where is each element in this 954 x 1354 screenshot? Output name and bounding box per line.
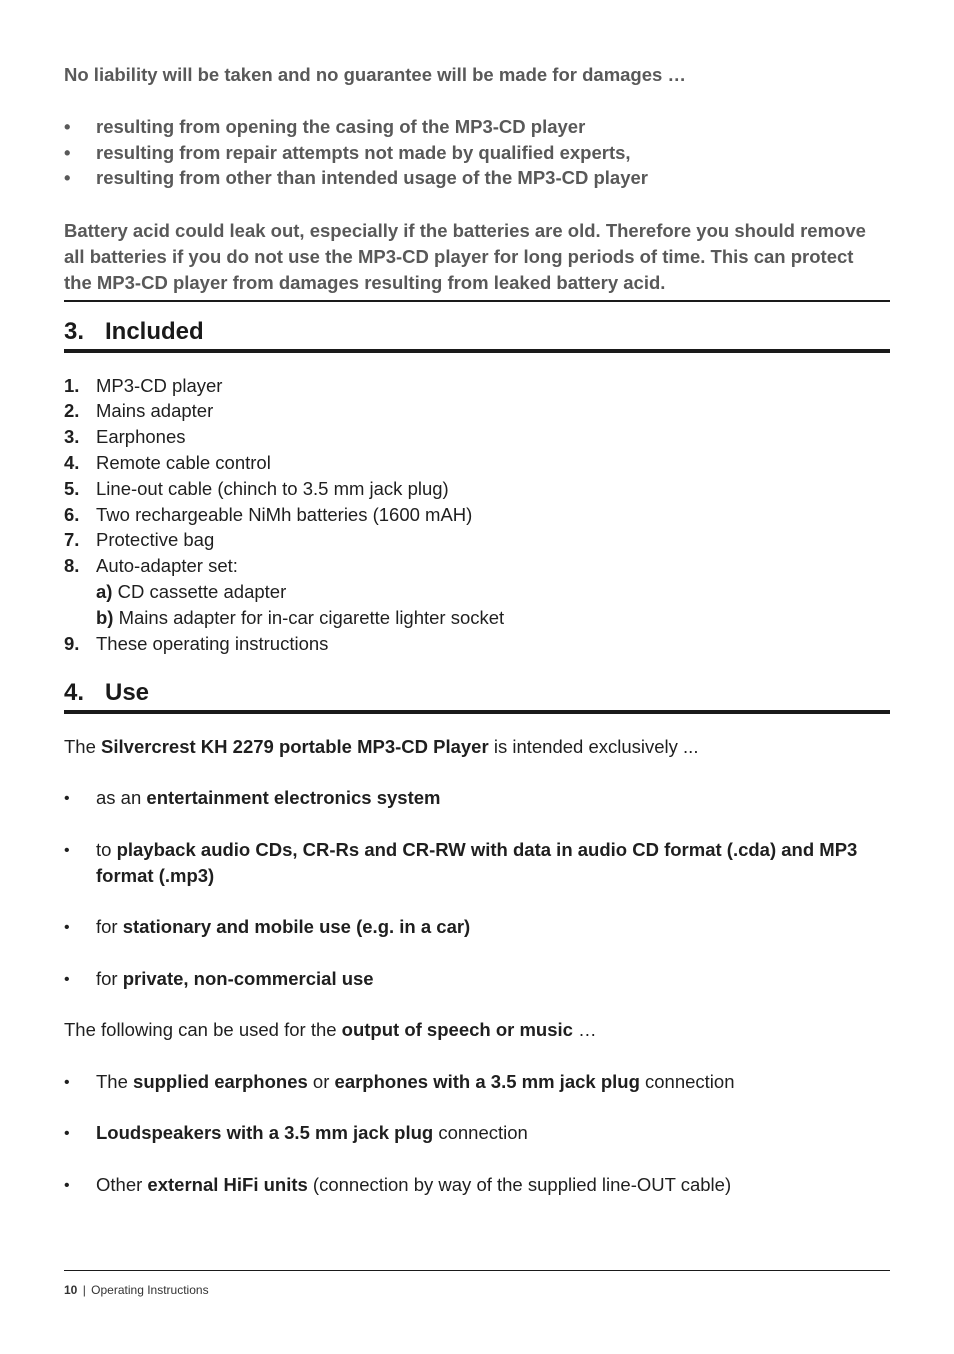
text-run: The xyxy=(64,736,102,757)
text-run: Other xyxy=(96,1174,148,1195)
bullet-marker: • xyxy=(64,142,71,163)
battery-warning-line: all batteries if you do not use the MP3-CD player for long periods of time. This can protect xyxy=(64,246,854,267)
bullet-marker: • xyxy=(64,919,70,936)
bullet-marker: • xyxy=(64,1125,70,1142)
heading-underline xyxy=(64,710,890,714)
section-title: Use xyxy=(105,679,150,706)
list-item-text xyxy=(96,837,857,889)
bullet-marker: • xyxy=(64,842,70,859)
item-number: 3. xyxy=(64,426,80,447)
item-text: Protective bag xyxy=(96,529,215,550)
text-run-bold: format (.mp3) xyxy=(96,865,215,886)
page-footer xyxy=(64,1283,209,1297)
text-run: is intended exclusively ... xyxy=(488,736,699,757)
item-text: Auto-adapter set: xyxy=(96,555,238,576)
liability-intro: No liability will be taken and no guarantee will be made for damages … xyxy=(64,64,686,85)
footer-divider xyxy=(64,1270,890,1271)
page-number: 10 xyxy=(64,1283,78,1297)
text-run: connection xyxy=(639,1071,735,1092)
text-run: as an xyxy=(96,787,147,808)
text-run: to xyxy=(96,839,117,860)
text-run: The following can be used for the xyxy=(64,1019,342,1040)
text-run-bold: entertainment electronics system xyxy=(146,787,441,808)
list-item-text xyxy=(96,1069,735,1095)
battery-warning-line: the MP3-CD player from damages resulting from leaked battery acid. xyxy=(64,272,666,293)
list-item-text xyxy=(96,1120,528,1146)
item-number: 9. xyxy=(64,633,80,654)
sub-item-label: b) xyxy=(96,607,114,628)
bullet-marker: • xyxy=(64,1177,70,1194)
item-text: MP3-CD player xyxy=(96,375,223,396)
item-number: 2. xyxy=(64,400,80,421)
text-run: for xyxy=(96,916,123,937)
use-intro xyxy=(64,736,698,758)
item-number: 6. xyxy=(64,504,80,525)
text-run-bold: earphones with a 3.5 mm jack plug xyxy=(334,1071,640,1092)
text-run-bold: output of speech or music xyxy=(341,1019,573,1040)
item-text: Earphones xyxy=(96,426,186,447)
list-item-text: resulting from other than intended usage of the MP3-CD player xyxy=(96,167,648,188)
bullet-marker: • xyxy=(64,167,71,188)
section-number: 3. xyxy=(64,318,85,345)
list-item-text xyxy=(96,914,470,940)
item-text: Remote cable control xyxy=(96,452,271,473)
text-run: … xyxy=(572,1019,597,1040)
text-run-bold: supplied earphones xyxy=(133,1071,308,1092)
item-number: 4. xyxy=(64,452,80,473)
text-run: connection xyxy=(433,1122,528,1143)
section-number: 4. xyxy=(64,679,85,706)
bullet-marker: • xyxy=(64,116,71,137)
divider xyxy=(64,300,890,302)
item-number: 1. xyxy=(64,375,80,396)
text-run: or xyxy=(307,1071,335,1092)
text-run-bold: Loudspeakers with a 3.5 mm jack plug xyxy=(96,1122,434,1143)
text-run: The xyxy=(96,1071,134,1092)
item-text: These operating instructions xyxy=(96,633,329,654)
list-item-text xyxy=(96,785,440,811)
item-text: Line-out cable (chinch to 3.5 mm jack plug) xyxy=(96,478,449,499)
bullet-marker: • xyxy=(64,971,70,988)
text-run: for xyxy=(96,968,123,989)
item-text: Two rechargeable NiMh batteries (1600 mAH) xyxy=(96,504,473,525)
text-run-bold: private, non-commercial use xyxy=(122,968,374,989)
battery-warning-line: Battery acid could leak out, especially if the batteries are old. Therefore you should remove xyxy=(64,220,866,241)
sub-item-label: a) xyxy=(96,581,113,602)
item-text: Mains adapter xyxy=(96,400,214,421)
section-heading-included xyxy=(64,318,204,346)
list-item-text xyxy=(96,1172,731,1198)
text-run-bold: Silvercrest KH 2279 portable MP3-CD Player xyxy=(101,736,489,757)
bullet-marker: • xyxy=(64,1074,70,1091)
footer-title: Operating Instructions xyxy=(91,1283,209,1297)
bullet-marker: • xyxy=(64,790,70,807)
sub-item-text: CD cassette adapter xyxy=(112,581,287,602)
footer-separator: | xyxy=(82,1283,86,1297)
section-heading-use xyxy=(64,679,149,707)
list-item-text xyxy=(96,966,374,992)
list-item-text: resulting from opening the casing of the MP3-CD player xyxy=(96,116,586,137)
battery-warning xyxy=(64,218,890,296)
section-title: Included xyxy=(105,318,204,345)
item-number: 5. xyxy=(64,478,80,499)
text-run-bold: external HiFi units xyxy=(147,1174,308,1195)
list-item-text: resulting from repair attempts not made by qualified experts, xyxy=(96,142,631,163)
heading-underline xyxy=(64,349,890,353)
text-run-bold: stationary and mobile use (e.g. in a car) xyxy=(122,916,471,937)
text-run-bold: playback audio CDs, CR-Rs and CR-RW with data in audio CD format (.cda) and MP3 xyxy=(116,839,858,860)
output-intro xyxy=(64,1019,597,1041)
text-run: (connection by way of the supplied line-OUT cable) xyxy=(307,1174,732,1195)
item-number: 8. xyxy=(64,555,80,576)
sub-item-text: Mains adapter for in-car cigarette lighter socket xyxy=(113,607,505,628)
item-number: 7. xyxy=(64,529,80,550)
